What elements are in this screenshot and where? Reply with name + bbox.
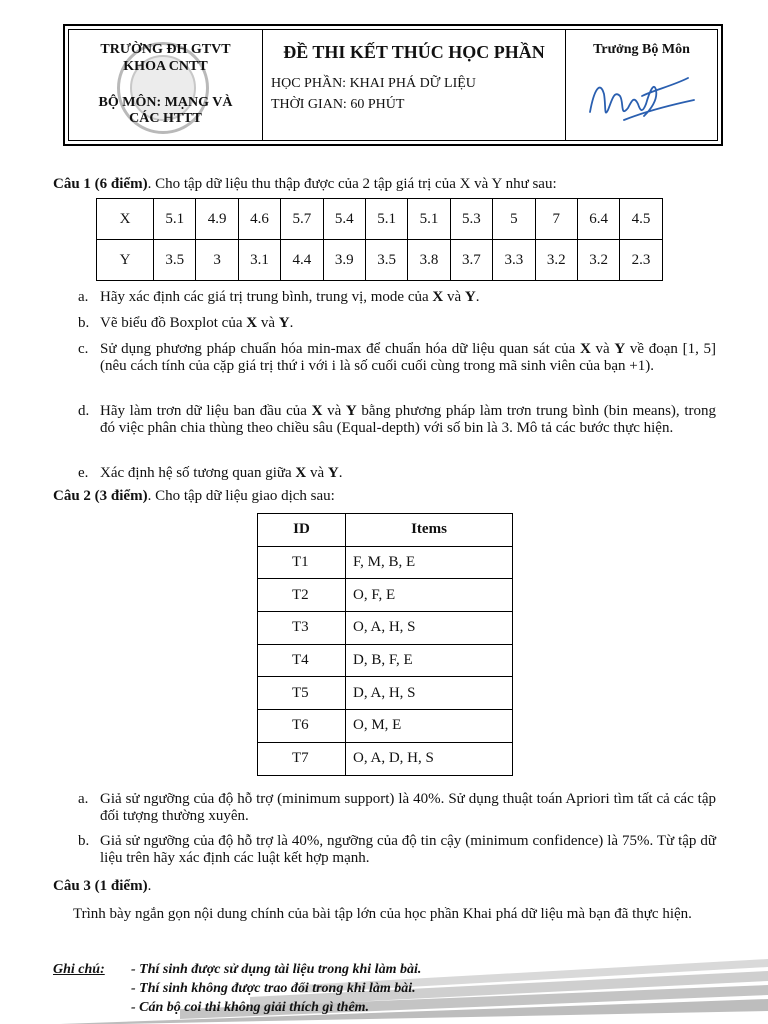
table-cell: 4.4 [281, 240, 323, 281]
transaction-id: T4 [258, 644, 346, 677]
department-name: BỘ MÔN: MẠNG VÀ [98, 95, 233, 110]
table-cell: 5 [493, 199, 535, 240]
transaction-items: O, F, E [346, 579, 513, 612]
transaction-items: O, A, D, H, S [346, 742, 513, 775]
item-label: b. [78, 315, 90, 331]
table-cell: 3.5 [365, 240, 407, 281]
q3-title-end: . [147, 878, 152, 894]
table-cell: 4.9 [196, 199, 238, 240]
note-line: - Cán bộ coi thi không giải thích gì thêm. [131, 1000, 370, 1015]
table-cell: 3.3 [493, 240, 535, 281]
department-name-cont: CÁC HTTT [129, 111, 202, 126]
transaction-id: T6 [258, 710, 346, 743]
q1-heading [53, 176, 557, 193]
table-cell: 5.1 [408, 199, 450, 240]
item-text: Hãy làm trơn dữ liệu ban đầu của X và Y bằng phương pháp làm trơn trung bình (bin means), trong đó việc phân chia thùng theo chiều sâu (Equal-depth) với số bin là 3. Mô tả các bước thực hiện. [100, 403, 716, 436]
item-label: d. [78, 403, 90, 419]
column-header-id: ID [258, 514, 346, 547]
table-cell: 3.5 [154, 240, 196, 281]
school-cell [69, 30, 263, 140]
item-label: e. [78, 465, 89, 481]
row-label-y: Y [97, 240, 154, 281]
table-cell: 5.3 [450, 199, 492, 240]
table-cell: 3.1 [238, 240, 280, 281]
q2-heading [53, 488, 335, 505]
table-row-x [97, 199, 663, 240]
item-text: Hãy xác định các giá trị trung bình, trung vị, mode của X và Y. [100, 289, 480, 305]
q2-title: Câu 2 (3 điểm) [53, 488, 148, 504]
transaction-items: O, M, E [346, 710, 513, 743]
table-cell: 3 [196, 240, 238, 281]
exam-info-cell [263, 30, 566, 140]
table-header-row [258, 514, 513, 547]
course-name: HỌC PHẦN: KHAI PHÁ DỮ LIỆU [271, 76, 476, 91]
item-label: a. [78, 791, 89, 807]
table-row [258, 742, 513, 775]
table-cell: 5.4 [323, 199, 365, 240]
transaction-items: F, M, B, E [346, 546, 513, 579]
notes-label: Ghi chú: [53, 962, 105, 977]
item-label: a. [78, 289, 89, 305]
exam-header-inner [68, 29, 718, 141]
table-row [258, 710, 513, 743]
note-line: - Thí sinh được sử dụng tài liệu trong khi làm bài. [131, 962, 422, 977]
table-cell: 5.1 [154, 199, 196, 240]
exam-duration: THỜI GIAN: 60 PHÚT [271, 97, 405, 112]
head-of-department-title: Trưởng Bộ Môn [593, 42, 690, 57]
row-label-x: X [97, 199, 154, 240]
item-text: Giả sử ngưỡng của độ hỗ trợ là 40%, ngưỡng của độ tin cậy (minimum confidence) là 75%. Từ tập dữ liệu trên hãy xác định các luật kết hợp mạnh. [100, 833, 716, 866]
school-name: TRƯỜNG ĐH GTVT [100, 42, 231, 57]
table-cell: 4.6 [238, 199, 280, 240]
item-text: Sử dụng phương pháp chuẩn hóa min-max để chuẩn hóa dữ liệu quan sát của X và Y về đoạn [1, 5] (nêu cách tính của cặp giá trị thứ i với i là số cuối cuối cùng trong mã sinh viên của bạn +1). [100, 341, 717, 374]
table-cell: 3.8 [408, 240, 450, 281]
table-cell: 7 [535, 199, 577, 240]
table-cell: 2.3 [620, 240, 662, 281]
transaction-id: T7 [258, 742, 346, 775]
table-row-y [97, 240, 663, 281]
exam-header [63, 24, 723, 146]
item-text: Vẽ biểu đồ Boxplot của X và Y. [100, 315, 294, 331]
table-row [258, 546, 513, 579]
q1-intro: . Cho tập dữ liệu thu thập được của 2 tập giá trị của X và Y như sau: [147, 176, 557, 192]
table-row [258, 579, 513, 612]
transaction-id: T1 [258, 546, 346, 579]
signature-image [584, 60, 704, 130]
table-cell: 5.7 [281, 199, 323, 240]
faculty-name: KHOA CNTT [123, 59, 208, 74]
table-row [258, 644, 513, 677]
table-cell: 4.5 [620, 199, 662, 240]
transaction-items: D, B, F, E [346, 644, 513, 677]
transaction-id: T5 [258, 677, 346, 710]
item-label: b. [78, 833, 90, 849]
head-of-department-cell [566, 30, 717, 140]
q1-title: Câu 1 (6 điểm) [53, 176, 148, 192]
q3-heading [53, 878, 151, 895]
column-header-items: Items [346, 514, 513, 547]
table-cell: 3.9 [323, 240, 365, 281]
table-cell: 3.2 [535, 240, 577, 281]
q3-title: Câu 3 (1 điểm) [53, 878, 148, 894]
table-cell: 6.4 [577, 199, 619, 240]
table-cell: 5.1 [365, 199, 407, 240]
item-text: Xác định hệ số tương quan giữa X và Y. [100, 465, 343, 481]
table-cell: 3.7 [450, 240, 492, 281]
table-row [258, 677, 513, 710]
exam-title: ĐỀ THI KẾT THÚC HỌC PHẦN [283, 42, 545, 62]
q3-text: Trình bày ngắn gọn nội dung chính của bài tập lớn của học phần Khai phá dữ liệu mà bạn đã thực hiện. [73, 906, 692, 922]
transaction-items: D, A, H, S [346, 677, 513, 710]
table-row [258, 612, 513, 645]
transaction-id: T2 [258, 579, 346, 612]
transaction-items: O, A, H, S [346, 612, 513, 645]
note-line: - Thí sinh không được trao đổi trong khi làm bài. [131, 981, 416, 996]
item-text: Giả sử ngưỡng của độ hỗ trợ (minimum support) là 40%. Sử dụng thuật toán Apriori tìm tất cả các tập đối tượng thường xuyên. [100, 791, 716, 824]
item-label: c. [78, 341, 89, 357]
table-cell: 3.2 [577, 240, 619, 281]
q1-data-table [96, 198, 663, 281]
q2-transaction-table [257, 513, 513, 776]
q2-intro: . Cho tập dữ liệu giao dịch sau: [147, 488, 335, 504]
transaction-id: T3 [258, 612, 346, 645]
